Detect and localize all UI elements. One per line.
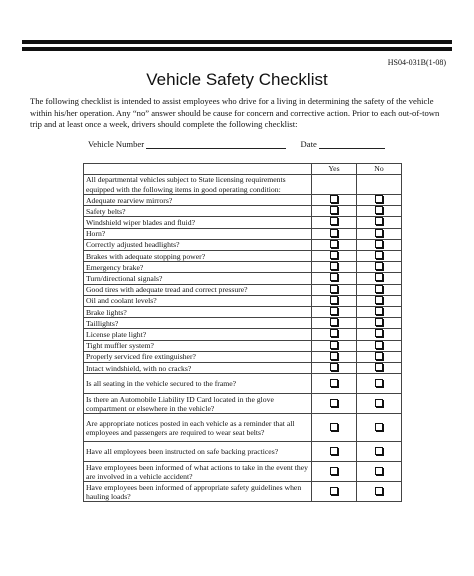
yes-cell bbox=[312, 195, 357, 206]
no-checkbox[interactable] bbox=[375, 341, 383, 349]
checklist-question: Horn? bbox=[84, 228, 312, 239]
yes-checkbox[interactable] bbox=[330, 341, 338, 349]
no-checkbox[interactable] bbox=[375, 240, 383, 248]
table-row bbox=[84, 307, 402, 318]
no-cell bbox=[357, 273, 402, 284]
checklist-question: Properly serviced fire extinguisher? bbox=[84, 351, 312, 362]
table-row bbox=[84, 414, 402, 442]
no-cell bbox=[357, 307, 402, 318]
yes-cell bbox=[312, 363, 357, 374]
yes-checkbox[interactable] bbox=[330, 467, 338, 475]
no-checkbox[interactable] bbox=[375, 217, 383, 225]
checklist-question: Have all employees been instructed on safe backing practices? bbox=[84, 442, 312, 462]
checklist-question: Brake lights? bbox=[84, 307, 312, 318]
table-row bbox=[84, 217, 402, 228]
yes-checkbox[interactable] bbox=[330, 352, 338, 360]
yes-cell bbox=[312, 273, 357, 284]
no-cell bbox=[357, 217, 402, 228]
page-title: Vehicle Safety Checklist bbox=[146, 70, 328, 89]
table-row bbox=[84, 295, 402, 306]
table-row bbox=[84, 394, 402, 414]
yes-cell bbox=[312, 228, 357, 239]
no-checkbox[interactable] bbox=[375, 487, 383, 495]
yes-checkbox[interactable] bbox=[330, 329, 338, 337]
yes-checkbox[interactable] bbox=[330, 296, 338, 304]
no-checkbox[interactable] bbox=[375, 399, 383, 407]
no-cell bbox=[357, 284, 402, 295]
form-code: HS04-031B(1-08) bbox=[387, 58, 446, 67]
no-cell bbox=[357, 318, 402, 329]
table-row bbox=[84, 175, 402, 195]
yes-checkbox[interactable] bbox=[330, 195, 338, 203]
no-cell bbox=[357, 363, 402, 374]
no-cell bbox=[357, 329, 402, 340]
question-column-header bbox=[84, 164, 312, 175]
no-cell bbox=[357, 482, 402, 502]
yes-cell bbox=[312, 262, 357, 273]
yes-checkbox[interactable] bbox=[330, 229, 338, 237]
checklist-question: Have employees been informed of appropriate safety guidelines when hauling loads? bbox=[84, 482, 312, 502]
table-row bbox=[84, 262, 402, 273]
checklist-question: Is all seating in the vehicle secured to the frame? bbox=[84, 374, 312, 394]
checklist-question: Brakes with adequate stopping power? bbox=[84, 251, 312, 262]
table-row bbox=[84, 442, 402, 462]
yes-checkbox[interactable] bbox=[330, 379, 338, 387]
checklist-question: Good tires with adequate tread and correct pressure? bbox=[84, 284, 312, 295]
no-checkbox[interactable] bbox=[375, 285, 383, 293]
header-bar-top bbox=[22, 40, 452, 44]
no-checkbox[interactable] bbox=[375, 262, 383, 270]
no-checkbox[interactable] bbox=[375, 195, 383, 203]
yes-cell bbox=[312, 284, 357, 295]
no-checkbox[interactable] bbox=[375, 251, 383, 259]
checklist-question: Taillights? bbox=[84, 318, 312, 329]
checklist-question: Oil and coolant levels? bbox=[84, 295, 312, 306]
no-checkbox[interactable] bbox=[375, 379, 383, 387]
table-row bbox=[84, 284, 402, 295]
yes-checkbox[interactable] bbox=[330, 423, 338, 431]
no-checkbox[interactable] bbox=[375, 447, 383, 455]
table-row bbox=[84, 239, 402, 250]
checklist-question: Tight muffler system? bbox=[84, 340, 312, 351]
yes-cell bbox=[312, 442, 357, 462]
no-cell bbox=[357, 175, 402, 195]
table-row bbox=[84, 329, 402, 340]
yes-cell bbox=[312, 414, 357, 442]
no-cell bbox=[357, 206, 402, 217]
yes-checkbox[interactable] bbox=[330, 487, 338, 495]
table-row bbox=[84, 374, 402, 394]
yes-cell bbox=[312, 482, 357, 502]
yes-cell bbox=[312, 374, 357, 394]
yes-checkbox[interactable] bbox=[330, 251, 338, 259]
yes-checkbox[interactable] bbox=[330, 240, 338, 248]
table-row bbox=[84, 273, 402, 284]
table-row bbox=[84, 251, 402, 262]
no-cell bbox=[357, 228, 402, 239]
no-cell bbox=[357, 462, 402, 482]
yes-cell bbox=[312, 329, 357, 340]
checklist-question: Turn/directional signals? bbox=[84, 273, 312, 284]
yes-checkbox[interactable] bbox=[330, 217, 338, 225]
yes-cell bbox=[312, 462, 357, 482]
yes-checkbox[interactable] bbox=[330, 206, 338, 214]
header-bar-bottom bbox=[22, 47, 452, 51]
checklist-question: License plate light? bbox=[84, 329, 312, 340]
yes-cell bbox=[312, 251, 357, 262]
no-cell bbox=[357, 239, 402, 250]
no-cell bbox=[357, 374, 402, 394]
checklist-question: Windshield wiper blades and fluid? bbox=[84, 217, 312, 228]
yes-checkbox[interactable] bbox=[330, 285, 338, 293]
no-checkbox[interactable] bbox=[375, 318, 383, 326]
no-cell bbox=[357, 262, 402, 273]
no-cell bbox=[357, 195, 402, 206]
checklist-question: Is there an Automobile Liability ID Card located in the glove compartment or elsewhere in the vehicle? bbox=[84, 394, 312, 414]
yes-checkbox[interactable] bbox=[330, 262, 338, 270]
yes-cell bbox=[312, 206, 357, 217]
yes-checkbox[interactable] bbox=[330, 363, 338, 371]
yes-column-header: Yes bbox=[312, 164, 357, 175]
no-checkbox[interactable] bbox=[375, 296, 383, 304]
yes-cell bbox=[312, 295, 357, 306]
yes-cell bbox=[312, 239, 357, 250]
checklist-question: Emergency brake? bbox=[84, 262, 312, 273]
no-column-header: No bbox=[357, 164, 402, 175]
no-checkbox[interactable] bbox=[375, 273, 383, 281]
vehicle-number-label: Vehicle Number bbox=[88, 139, 145, 149]
checklist-question: All departmental vehicles subject to State licensing requirements equipped with the following items in good operating condition: bbox=[84, 175, 312, 195]
no-checkbox[interactable] bbox=[375, 229, 383, 237]
table-row bbox=[84, 462, 402, 482]
yes-checkbox[interactable] bbox=[330, 447, 338, 455]
checklist-question: Are appropriate notices posted in each vehicle as a reminder that all employees and passengers are required to wear seat belts? bbox=[84, 414, 312, 442]
yes-cell bbox=[312, 217, 357, 228]
table-row bbox=[84, 206, 402, 217]
table-row bbox=[84, 340, 402, 351]
yes-cell bbox=[312, 318, 357, 329]
yes-cell bbox=[312, 175, 357, 195]
no-cell bbox=[357, 295, 402, 306]
yes-checkbox[interactable] bbox=[330, 273, 338, 281]
no-cell bbox=[357, 251, 402, 262]
no-cell bbox=[357, 340, 402, 351]
date-label: Date bbox=[300, 139, 317, 149]
date-field[interactable] bbox=[319, 139, 385, 149]
no-checkbox[interactable] bbox=[375, 363, 383, 371]
checklist-question: Have employees been informed of what actions to take in the event they are involved in a vehicle accident? bbox=[84, 462, 312, 482]
yes-cell bbox=[312, 394, 357, 414]
table-row bbox=[84, 228, 402, 239]
no-checkbox[interactable] bbox=[375, 423, 383, 431]
vehicle-number-field[interactable] bbox=[146, 139, 286, 149]
vehicle-info-row bbox=[88, 139, 385, 149]
table-row bbox=[84, 195, 402, 206]
intro-paragraph: The following checklist is intended to assist employees who drive for a living in determining the safety of the vehicle within his/her operation. Any “no” answer should be cause for concern and corrective action. Prior to each out-of-town trip and at least once a week, drivers should complete the following checklist: bbox=[30, 96, 440, 130]
checklist-question: Correctly adjusted headlights? bbox=[84, 239, 312, 250]
yes-cell bbox=[312, 307, 357, 318]
yes-cell bbox=[312, 340, 357, 351]
no-cell bbox=[357, 414, 402, 442]
no-cell bbox=[357, 351, 402, 362]
checklist-question: Intact windshield, with no cracks? bbox=[84, 363, 312, 374]
no-checkbox[interactable] bbox=[375, 352, 383, 360]
header-rule bbox=[22, 40, 452, 54]
table-row bbox=[84, 363, 402, 374]
yes-checkbox[interactable] bbox=[330, 307, 338, 315]
no-checkbox[interactable] bbox=[375, 467, 383, 475]
no-checkbox[interactable] bbox=[375, 206, 383, 214]
yes-checkbox[interactable] bbox=[330, 399, 338, 407]
no-checkbox[interactable] bbox=[375, 307, 383, 315]
checklist-table bbox=[83, 163, 402, 502]
checklist-question: Adequate rearview mirrors? bbox=[84, 195, 312, 206]
table-row bbox=[84, 318, 402, 329]
no-checkbox[interactable] bbox=[375, 329, 383, 337]
yes-cell bbox=[312, 351, 357, 362]
table-header-row bbox=[84, 164, 402, 175]
no-cell bbox=[357, 442, 402, 462]
table-row bbox=[84, 351, 402, 362]
no-cell bbox=[357, 394, 402, 414]
checklist-question: Safety belts? bbox=[84, 206, 312, 217]
table-row bbox=[84, 482, 402, 502]
yes-checkbox[interactable] bbox=[330, 318, 338, 326]
